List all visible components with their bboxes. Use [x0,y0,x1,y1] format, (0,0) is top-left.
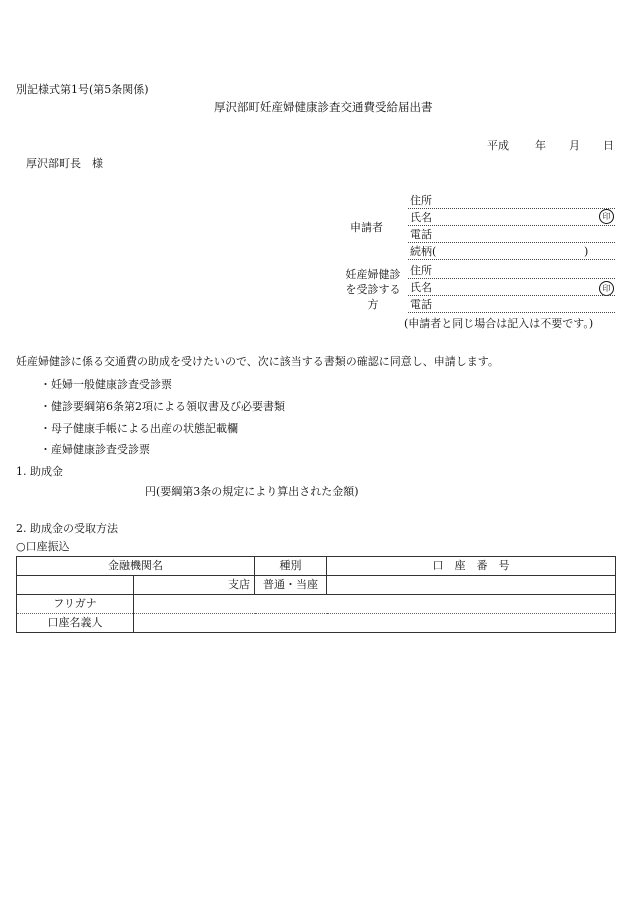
examinee-note: (申請者と同じ場合は記入は不要です。) [404,317,594,330]
applicant-label: 申請者 [350,221,383,234]
account-number-cell[interactable] [327,576,616,595]
furigana-field[interactable] [134,595,616,614]
section-1-heading: 1. 助成金 [16,465,63,478]
table-row [17,614,616,633]
examinee-name-field[interactable] [408,295,615,296]
examinee-phone-field[interactable] [408,312,615,313]
section-2-heading: 2. 助成金の受取方法 [16,522,118,535]
examinee-address-label: 住所 [410,264,432,277]
addressee: 厚沢部町長 様 [26,157,103,170]
branch-label[interactable]: 支店 [134,576,255,595]
account-type-options[interactable]: 普通・当座 [255,576,327,595]
date-month: 月 [569,139,580,152]
examinee-label-line2: を受診する [345,283,401,296]
examinee-seal-mark: 印 [599,281,614,296]
payment-method: ○口座振込 [16,540,70,553]
subsidy-amount-text: 円(要綱第3条の規定により算出された金額) [145,485,359,498]
date-era: 平成 [487,139,509,152]
account-holder-label: 口座名義人 [17,614,134,633]
table-row [17,557,616,576]
table-row [17,595,616,614]
examinee-name-label: 氏名 [410,281,432,294]
applicant-name-field[interactable] [408,225,615,226]
applicant-address-label: 住所 [410,194,432,207]
table-row [17,576,616,595]
list-item: ・妊婦一般健康診査受診票 [40,378,172,391]
applicant-address-field[interactable] [408,208,615,209]
applicant-phone-field[interactable] [408,242,615,243]
list-item: ・母子健康手帳による出産の状態記載欄 [40,422,238,435]
applicant-name-label: 氏名 [410,211,432,224]
header-type: 種別 [255,557,327,576]
institution-name-cell[interactable] [17,576,134,595]
date-day: 日 [603,139,614,152]
account-holder-field[interactable] [134,614,616,633]
examinee-address-field[interactable] [408,278,615,279]
furigana-label: フリガナ [17,595,134,614]
list-item: ・産婦健康診査受診票 [40,443,150,456]
applicant-relation-label: 続柄( [410,245,437,258]
bank-account-table [16,556,616,633]
examinee-phone-label: 電話 [410,298,432,311]
header-account-number: 口 座 番 号 [327,557,616,576]
applicant-phone-label: 電話 [410,228,432,241]
form-number: 別記様式第1号(第5条関係) [16,83,149,96]
intro-text: 妊産婦健診に係る交通費の助成を受けたいので、次に該当する書類の確認に同意し、申請します。 [16,355,499,368]
applicant-relation-field[interactable] [408,259,615,260]
applicant-seal-mark: 印 [599,209,614,224]
list-item: ・健診要綱第6条第2項による領収書及び必要書類 [40,400,285,413]
header-institution: 金融機関名 [17,557,255,576]
date-year: 年 [535,139,546,152]
page-title: 厚沢部町妊産婦健康診査交通費受給届出書 [214,100,433,114]
examinee-label-line1: 妊産婦健診 [345,268,401,281]
examinee-label-line3: 方 [367,298,379,311]
applicant-relation-close: ) [584,245,589,258]
